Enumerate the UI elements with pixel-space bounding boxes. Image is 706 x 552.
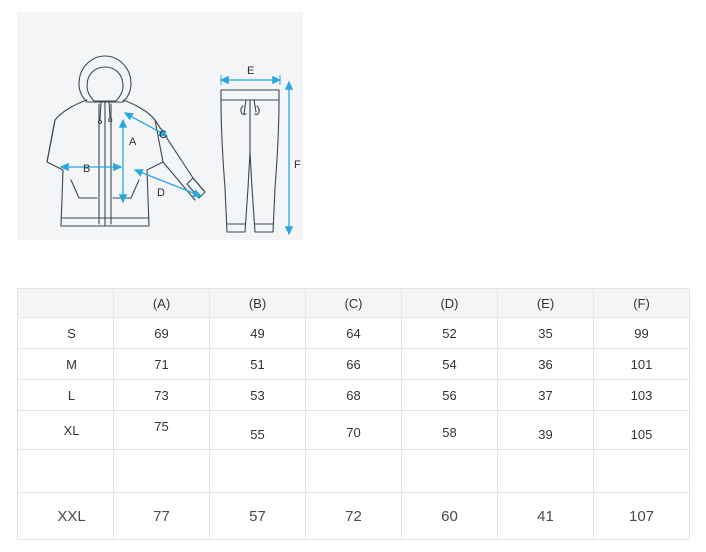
cell-b: 53 xyxy=(210,380,306,411)
row-size-label: XXL xyxy=(18,493,114,540)
cell-d: 58 xyxy=(402,413,498,452)
cell-f: 107 xyxy=(594,493,690,540)
cell-d xyxy=(402,450,498,493)
label-e: E xyxy=(247,65,255,77)
label-f: F xyxy=(294,159,301,171)
row-size-label: M xyxy=(18,349,114,380)
header-cell-f: (F) xyxy=(594,289,690,318)
cell-a: 77 xyxy=(114,493,210,540)
row-size-label: L xyxy=(18,380,114,411)
header-cell-d: (D) xyxy=(402,289,498,318)
cell-c: 64 xyxy=(306,318,402,349)
cell-b: 55 xyxy=(210,415,306,454)
cell-b: 51 xyxy=(210,349,306,380)
row-size-label: S xyxy=(18,318,114,349)
header-cell-e: (E) xyxy=(498,289,594,318)
table-row xyxy=(18,318,690,349)
cell-c: 70 xyxy=(306,413,402,452)
cell-f xyxy=(594,450,690,493)
cell-a: 73 xyxy=(114,380,210,411)
cell-e: 37 xyxy=(498,380,594,411)
cell-d: 52 xyxy=(402,318,498,349)
cell-f: 99 xyxy=(594,318,690,349)
cell-c xyxy=(306,450,402,493)
cell-d: 54 xyxy=(402,349,498,380)
measurement-diagram-panel xyxy=(17,12,303,240)
row-size-label: XL xyxy=(18,411,114,450)
header-cell-b: (B) xyxy=(210,289,306,318)
table-row xyxy=(18,349,690,380)
label-a: A xyxy=(129,136,137,148)
cell-c: 68 xyxy=(306,380,402,411)
cell-e: 41 xyxy=(498,493,594,540)
table-header-row xyxy=(18,289,690,318)
cell-e: 39 xyxy=(498,415,594,454)
cell-b: 57 xyxy=(210,493,306,540)
label-d: D xyxy=(157,187,165,199)
cell-d: 56 xyxy=(402,380,498,411)
cell-f: 101 xyxy=(594,349,690,380)
cell-a: 71 xyxy=(114,349,210,380)
table-row-spacer xyxy=(18,450,690,493)
table-row xyxy=(18,411,690,450)
cell-c: 72 xyxy=(306,493,402,540)
cell-e xyxy=(498,450,594,493)
cell-c: 66 xyxy=(306,349,402,380)
header-cell-a: (A) xyxy=(114,289,210,318)
size-chart-table-wrapper xyxy=(17,288,690,540)
cell-b: 49 xyxy=(210,318,306,349)
cell-a: 75 xyxy=(114,407,210,446)
cell-d: 60 xyxy=(402,493,498,540)
cell-a: 69 xyxy=(114,318,210,349)
cell-e: 36 xyxy=(498,349,594,380)
cell-f: 105 xyxy=(594,415,690,454)
table-row xyxy=(18,493,690,540)
cell-b xyxy=(210,450,306,493)
row-size-label xyxy=(18,450,114,493)
size-chart-table xyxy=(17,288,690,540)
header-cell-size xyxy=(18,289,114,318)
size-chart-head xyxy=(18,289,690,318)
cell-a xyxy=(114,450,210,493)
cell-e: 35 xyxy=(498,318,594,349)
header-cell-c: (C) xyxy=(306,289,402,318)
label-c: C xyxy=(159,129,167,141)
label-b: B xyxy=(83,163,91,175)
cell-f: 103 xyxy=(594,380,690,411)
size-chart-body xyxy=(18,318,690,540)
measurement-diagram-svg xyxy=(17,12,303,240)
